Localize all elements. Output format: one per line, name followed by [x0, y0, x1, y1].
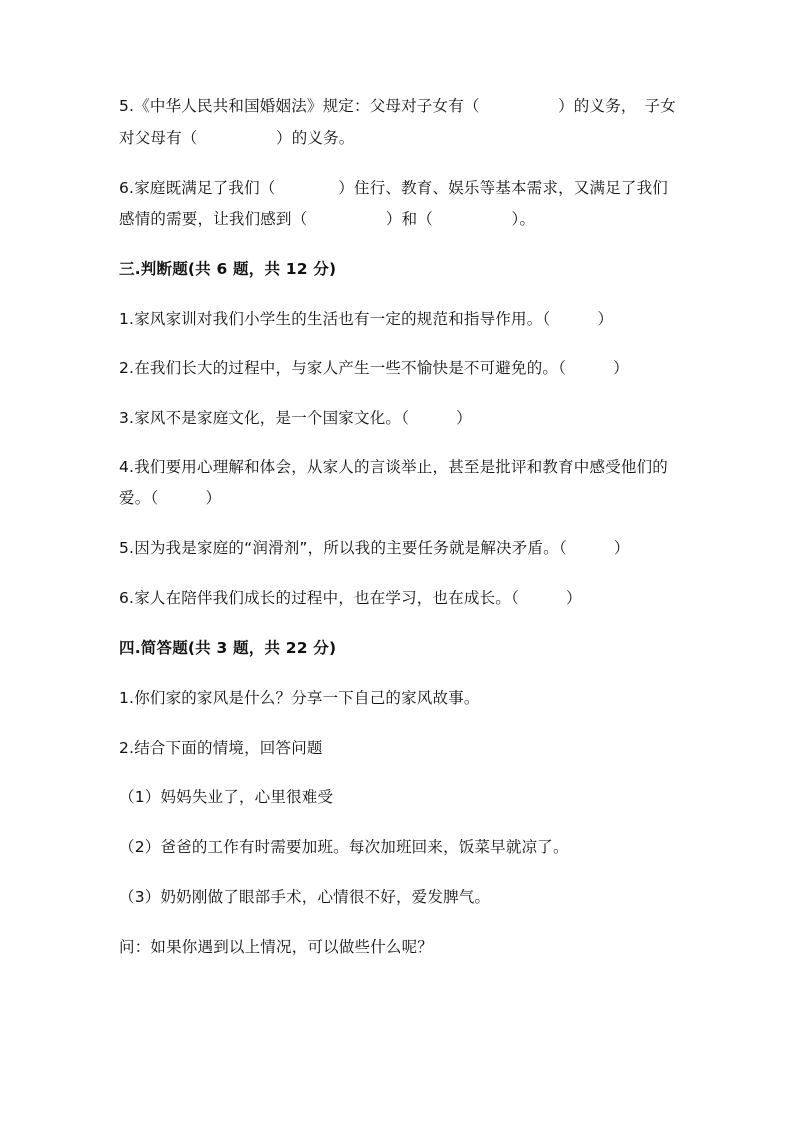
section-heading-short-answer: 四.简答题(共 3 题，共 22 分) [119, 639, 337, 657]
section-heading-judgment: 三.判断题(共 6 题，共 12 分) [119, 260, 337, 278]
judgment-question-2: 2.在我们长大的过程中，与家人产生一些不愉快是不可避免的。（ ） [119, 359, 629, 377]
judgment-question-5: 5.因为我是家庭的“润滑剂”，所以我的主要任务就是解决矛盾。（ ） [119, 539, 630, 557]
fill-in-question-5-line-2: 对父母有（ ）的义务。 [119, 129, 355, 147]
judgment-question-3: 3.家风不是家庭文化，是一个国家文化。（ ） [119, 409, 472, 427]
judgment-question-4-line-2: 爱。（ ） [119, 489, 222, 507]
short-answer-question-prompt: 问：如果你遇到以上情况，可以做些什么呢？ [119, 938, 434, 956]
short-answer-question-2: 2.结合下面的情境，回答问题 [119, 739, 323, 757]
fill-in-question-5-line-1: 5.《中华人民共和国婚姻法》规定：父母对子女有（ ）的义务， 子女 [119, 97, 676, 115]
scenario-3: （3）奶奶刚做了眼部手术，心情很不好，爱发脾气。 [119, 888, 491, 906]
judgment-question-6: 6.家人在陪伴我们成长的过程中，也在学习，也在成长。（ ） [119, 589, 582, 607]
scenario-2: （2）爸爸的工作有时需要加班。每次加班回来，饭菜早就凉了。 [119, 838, 569, 856]
scenario-1: （1）妈妈失业了，心里很难受 [119, 788, 334, 806]
judgment-question-4-line-1: 4.我们要用心理解和体会，从家人的言谈举止，甚至是批评和教育中感受他们的 [119, 458, 668, 476]
judgment-question-1: 1.家风家训对我们小学生的生活也有一定的规范和指导作用。（ ） [119, 310, 614, 328]
fill-in-question-6-line-1: 6.家庭既满足了我们（ ）住行、教育、娱乐等基本需求，又满足了我们 [119, 179, 668, 197]
short-answer-question-1: 1.你们家的家风是什么？分享一下自己的家风故事。 [119, 689, 480, 707]
fill-in-question-6-line-2: 感情的需要，让我们感到（ ）和（ ）。 [119, 210, 536, 228]
